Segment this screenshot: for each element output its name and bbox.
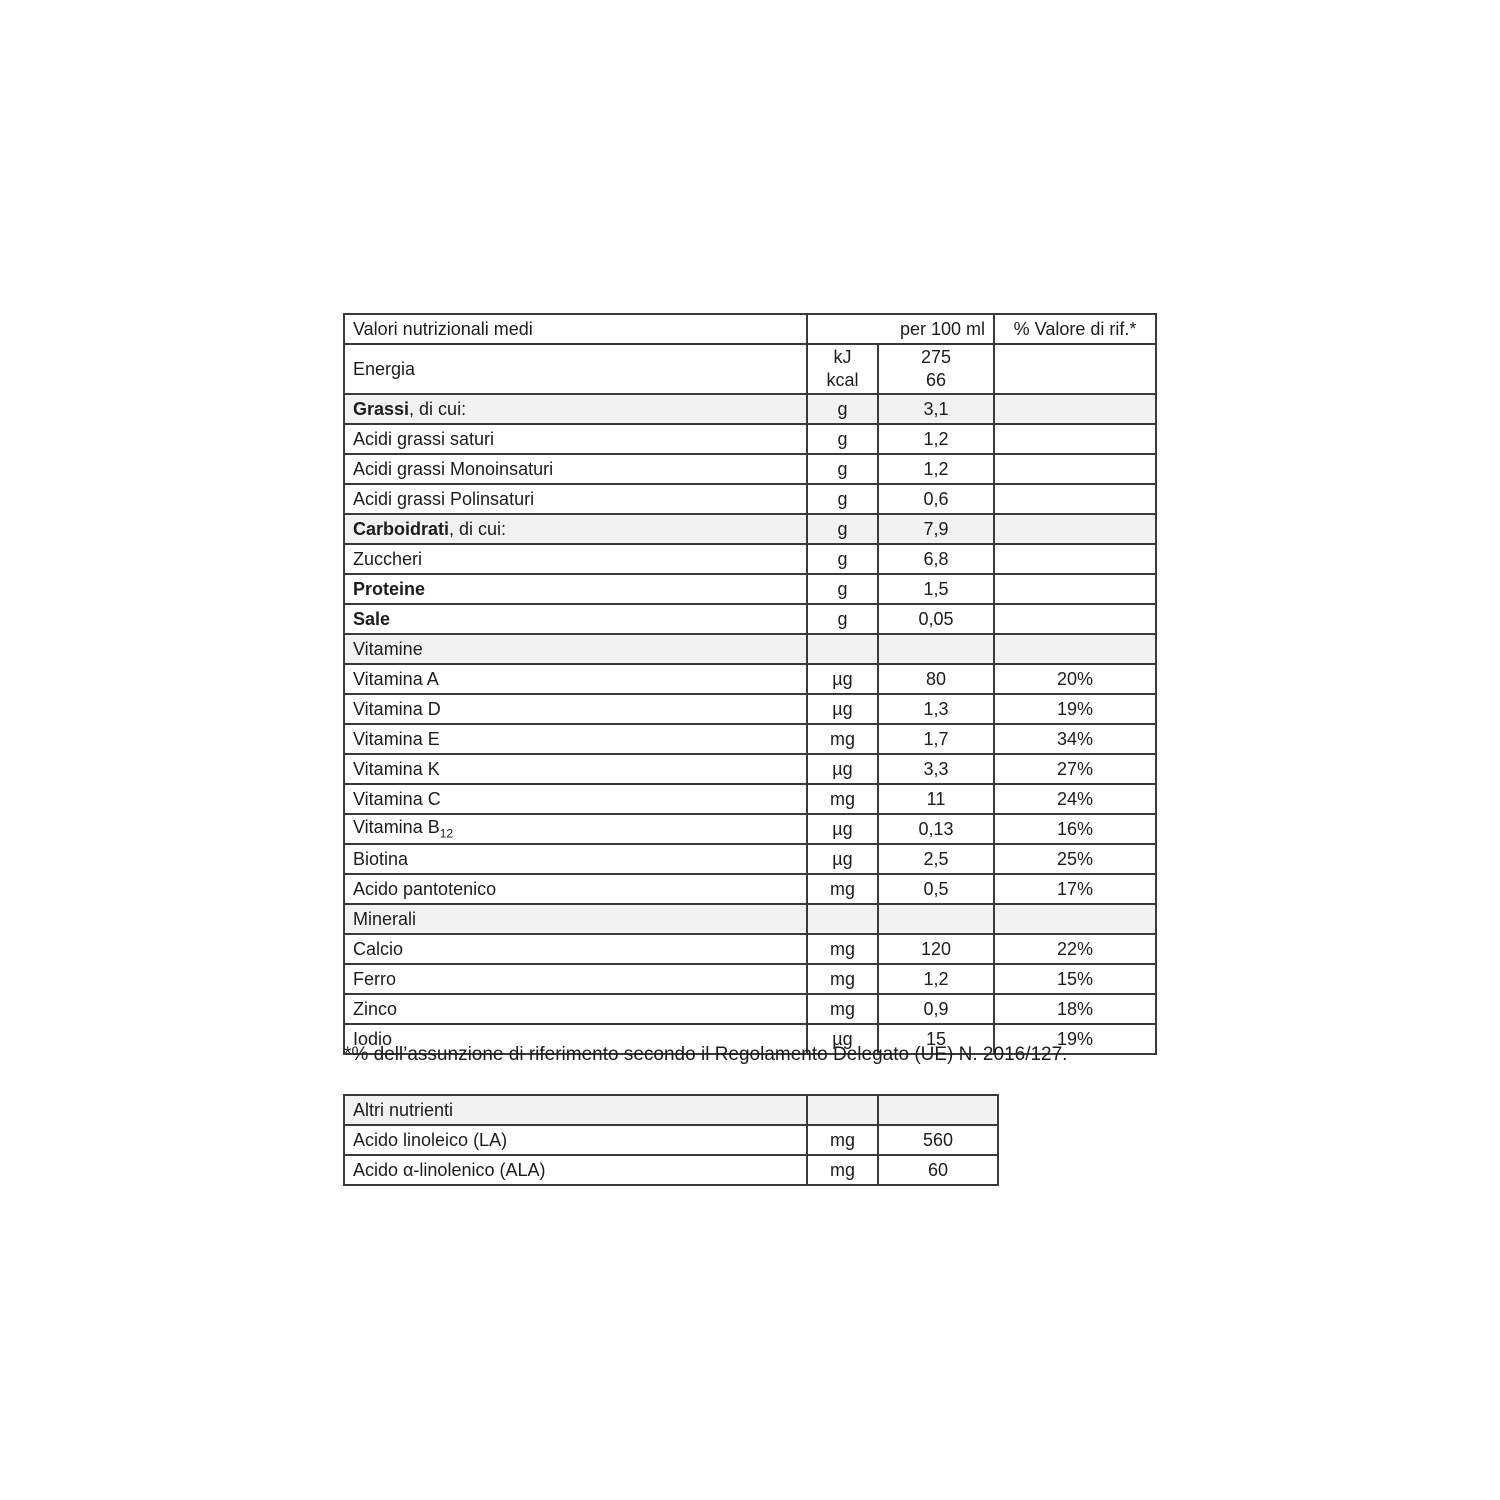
row-label: Calcio	[344, 934, 807, 964]
table-row	[344, 514, 1156, 544]
energia-value-kj: 275	[920, 347, 952, 367]
table-row	[344, 754, 1156, 784]
row-unit: µg	[807, 844, 878, 874]
row-label: Acido linoleico (LA)	[344, 1125, 807, 1155]
row-ref	[994, 394, 1156, 424]
row-value	[878, 344, 994, 394]
row-value: 0,5	[878, 874, 994, 904]
row-ref: 17%	[994, 874, 1156, 904]
row-unit	[807, 904, 878, 934]
row-value: 120	[878, 934, 994, 964]
table-row	[344, 784, 1156, 814]
row-label: Iodio	[344, 1024, 807, 1054]
row-label: Vitamina C	[344, 784, 807, 814]
row-label: Acido pantotenico	[344, 874, 807, 904]
row-value: 1,3	[878, 694, 994, 724]
row-ref: 25%	[994, 844, 1156, 874]
row-ref: 16%	[994, 814, 1156, 844]
table-row	[344, 664, 1156, 694]
header-unit-cell	[807, 1095, 878, 1125]
row-ref: 20%	[994, 664, 1156, 694]
row-label: Minerali	[344, 904, 807, 934]
row-value: 7,9	[878, 514, 994, 544]
table-row	[344, 424, 1156, 454]
row-label: Zuccheri	[344, 544, 807, 574]
row-value: 0,13	[878, 814, 994, 844]
row-unit: µg	[807, 814, 878, 844]
row-value: 6,8	[878, 544, 994, 574]
row-ref	[994, 604, 1156, 634]
row-label: Proteine	[344, 574, 807, 604]
row-ref: 34%	[994, 724, 1156, 754]
row-label: Vitamina $B_{12}$	[344, 814, 807, 844]
row-value: 1,2	[878, 964, 994, 994]
row-value: 2,5	[878, 844, 994, 874]
other-nutrients-title: Altri nutrienti	[344, 1095, 807, 1125]
row-unit: mg	[807, 994, 878, 1024]
energia-row	[344, 344, 1156, 394]
table-row	[344, 484, 1156, 514]
section-row	[344, 904, 1156, 934]
row-label: Acidi grassi Polinsaturi	[344, 484, 807, 514]
header-title: Valori nutrizionali medi	[344, 314, 807, 344]
table-row	[344, 844, 1156, 874]
row-label: Acidi grassi Monoinsaturi	[344, 454, 807, 484]
row-ref	[994, 634, 1156, 664]
table-row	[344, 394, 1156, 424]
row-value: 60	[878, 1155, 998, 1185]
row-value	[878, 904, 994, 934]
table-row	[344, 544, 1156, 574]
row-value: 1,2	[878, 424, 994, 454]
row-ref: 19%	[994, 1024, 1156, 1054]
header-row	[344, 314, 1156, 344]
row-ref: 22%	[994, 934, 1156, 964]
energia-value-kcal: 66	[925, 370, 947, 390]
table-row	[344, 994, 1156, 1024]
row-unit: mg	[807, 934, 878, 964]
section-row	[344, 634, 1156, 664]
row-label: Carboidrati, di cui:	[344, 514, 807, 544]
row-label: Vitamina A	[344, 664, 807, 694]
row-label: Vitamine	[344, 634, 807, 664]
row-ref	[994, 344, 1156, 394]
energia-unit-kj: kJ	[833, 347, 852, 367]
row-unit: g	[807, 514, 878, 544]
table-row	[344, 574, 1156, 604]
nutrition-table	[343, 313, 1157, 1055]
row-unit: mg	[807, 874, 878, 904]
row-ref	[994, 574, 1156, 604]
table-row	[344, 874, 1156, 904]
row-unit: g	[807, 424, 878, 454]
row-unit: g	[807, 544, 878, 574]
row-unit: mg	[807, 724, 878, 754]
table-row	[344, 964, 1156, 994]
reference-footnote: *% dell’assunzione di riferimento secondo il Regolamento Delegato (UE) N. 2016/127.	[344, 1044, 1068, 1065]
row-label: Acidi grassi saturi	[344, 424, 807, 454]
row-value: 15	[878, 1024, 994, 1054]
row-unit: mg	[807, 1125, 878, 1155]
row-unit: µg	[807, 664, 878, 694]
row-ref	[994, 484, 1156, 514]
row-ref: 24%	[994, 784, 1156, 814]
row-value: 11	[878, 784, 994, 814]
other-nutrients-table	[343, 1094, 999, 1186]
table-row	[344, 724, 1156, 754]
row-label: Vitamina E	[344, 724, 807, 754]
table-row	[344, 604, 1156, 634]
row-value: 0,9	[878, 994, 994, 1024]
row-ref	[994, 514, 1156, 544]
header-per-100-ml: per 100 ml	[807, 314, 994, 344]
row-ref	[994, 424, 1156, 454]
other-nutrients-header-row	[344, 1095, 998, 1125]
row-label: Vitamina K	[344, 754, 807, 784]
row-value: 0,05	[878, 604, 994, 634]
row-ref	[994, 544, 1156, 574]
table-row	[344, 1155, 998, 1185]
row-unit: g	[807, 604, 878, 634]
table-row	[344, 694, 1156, 724]
header-value-cell	[878, 1095, 998, 1125]
row-unit: µg	[807, 1024, 878, 1054]
row-ref	[994, 454, 1156, 484]
row-ref: 15%	[994, 964, 1156, 994]
row-label: Acido α-linolenico (ALA)	[344, 1155, 807, 1185]
row-unit	[807, 634, 878, 664]
row-ref	[994, 904, 1156, 934]
row-unit: mg	[807, 784, 878, 814]
row-value: 560	[878, 1125, 998, 1155]
row-label: Sale	[344, 604, 807, 634]
row-value: 0,6	[878, 484, 994, 514]
row-unit: mg	[807, 1155, 878, 1185]
row-unit: g	[807, 574, 878, 604]
energia-unit-kcal: kcal	[826, 370, 859, 390]
row-value: 3,1	[878, 394, 994, 424]
row-label: Zinco	[344, 994, 807, 1024]
row-unit	[807, 344, 878, 394]
row-label: Vitamina D	[344, 694, 807, 724]
row-unit: µg	[807, 754, 878, 784]
table-row	[344, 454, 1156, 484]
header-ref-value: % Valore di rif.*	[994, 314, 1156, 344]
row-value: 80	[878, 664, 994, 694]
table-row	[344, 1125, 998, 1155]
row-value	[878, 634, 994, 664]
row-value: 3,3	[878, 754, 994, 784]
row-label: Biotina	[344, 844, 807, 874]
row-label: Ferro	[344, 964, 807, 994]
row-unit: µg	[807, 694, 878, 724]
row-unit: mg	[807, 964, 878, 994]
row-unit: g	[807, 394, 878, 424]
table-row	[344, 814, 1156, 844]
row-ref: 18%	[994, 994, 1156, 1024]
row-value: 1,7	[878, 724, 994, 754]
row-ref: 19%	[994, 694, 1156, 724]
table-row	[344, 934, 1156, 964]
row-label: Energia	[344, 344, 807, 394]
row-unit: g	[807, 454, 878, 484]
row-value: 1,2	[878, 454, 994, 484]
row-ref: 27%	[994, 754, 1156, 784]
row-unit: g	[807, 484, 878, 514]
row-label: Grassi, di cui:	[344, 394, 807, 424]
row-value: 1,5	[878, 574, 994, 604]
